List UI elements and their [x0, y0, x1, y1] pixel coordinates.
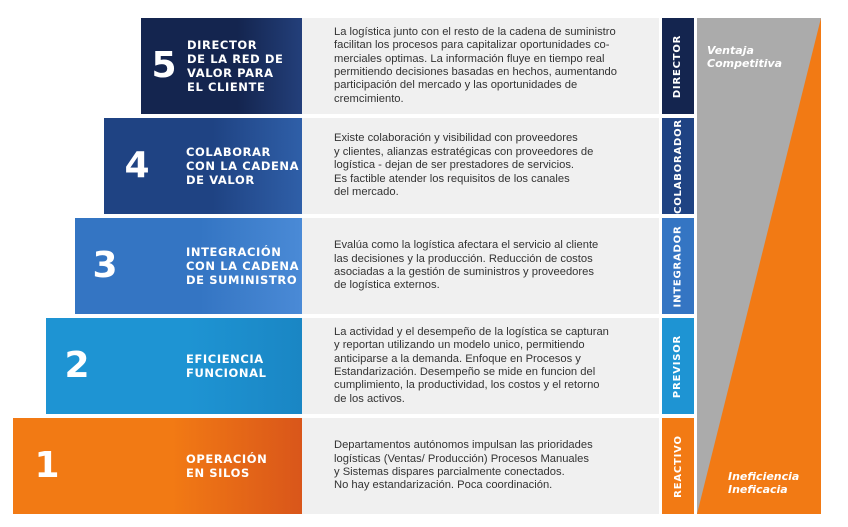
- level-5-role: DIRECTOR: [672, 34, 684, 98]
- level-3-description-panel: [302, 218, 659, 314]
- level-1-title: OPERACIÓN EN SILOS: [186, 452, 268, 480]
- level-1-description: Departamentos autónomos impulsan las prioridades logísticas (Ventas/ Producción) Procesos Manuales y Sistemas dispares parcialmente conectados. No hay estandarización. Poca coordinación.: [334, 439, 593, 492]
- level-4-number: 4: [124, 145, 150, 186]
- level-5-description-panel: [302, 18, 659, 114]
- level-4-title: COLABORAR CON LA CADENA DE VALOR: [186, 145, 300, 187]
- level-3-number: 3: [92, 245, 118, 286]
- level-4-description: Existe colaboración y visibilidad con proveedores y clientes, alianzas estratégicas con proveedores de logística - dejan de ser prestadores de servicios. Es factible atender los requisitos de los canales del mercado.: [334, 132, 594, 199]
- level-1-role-tab: [662, 418, 694, 514]
- level-5-number: 5: [151, 45, 177, 86]
- level-1-number: 1: [34, 445, 60, 486]
- level-5-title: DIRECTOR DE LA RED DE VALOR PARA EL CLIENTE: [187, 38, 284, 94]
- value-triangle: [697, 18, 821, 514]
- level-5-role-tab: [662, 18, 694, 114]
- level-2-role-tab: [662, 318, 694, 414]
- level-3-block: [75, 218, 302, 314]
- level-3-role-tab: [662, 218, 694, 314]
- level-2-description-panel: [302, 318, 659, 414]
- triangle-top-label: Ventaja Competitiva: [707, 44, 783, 70]
- level-3-title: INTEGRACIÓN CON LA CADENA DE SUMINISTRO: [186, 245, 300, 287]
- level-2-role: PREVISOR: [672, 334, 684, 398]
- level-3-description: Evalúa como la logística afectara el servicio al cliente las decisiones y la producción. Reducción de costos asociadas a la gestión de suministros y proveedores de logística externos.: [334, 239, 599, 292]
- level-2-number: 2: [64, 345, 90, 386]
- triangle-bottom-label: Ineficiencia Ineficacia: [728, 470, 800, 496]
- level-3-role: INTEGRADOR: [672, 225, 684, 307]
- level-2-description: La actividad y el desempeño de la logística se capturan y reportan utilizando un modelo unico, permitiendo anticiparse a la demanda. Enfoque en Procesos y Estandarización. Desempeño se mide en funcion del cumplimiento, la productividad, los costos y el retorno de los activos.: [334, 325, 609, 405]
- level-4-block: [104, 118, 302, 214]
- level-2-title: EFICIENCIA FUNCIONAL: [186, 352, 267, 380]
- level-1-block: [13, 418, 302, 514]
- level-4-description-panel: [302, 118, 659, 214]
- level-1-role: REACTIVO: [672, 434, 684, 498]
- level-2-block: [46, 318, 302, 414]
- level-4-role-tab: [662, 118, 694, 214]
- level-5-block: [141, 18, 302, 114]
- level-5-description: La logística junto con el resto de la cadena de suministro facilitan los procesos para capitalizar oportunidades co- merciales optimas. La información fluye en tiempo real permitiendo decisiones basadas en hechos, aumentando participación del mercado y las oportunidades de cremcimiento.: [334, 25, 617, 105]
- level-1-description-panel: [302, 418, 659, 514]
- level-4-role: COLABORADOR: [672, 118, 684, 214]
